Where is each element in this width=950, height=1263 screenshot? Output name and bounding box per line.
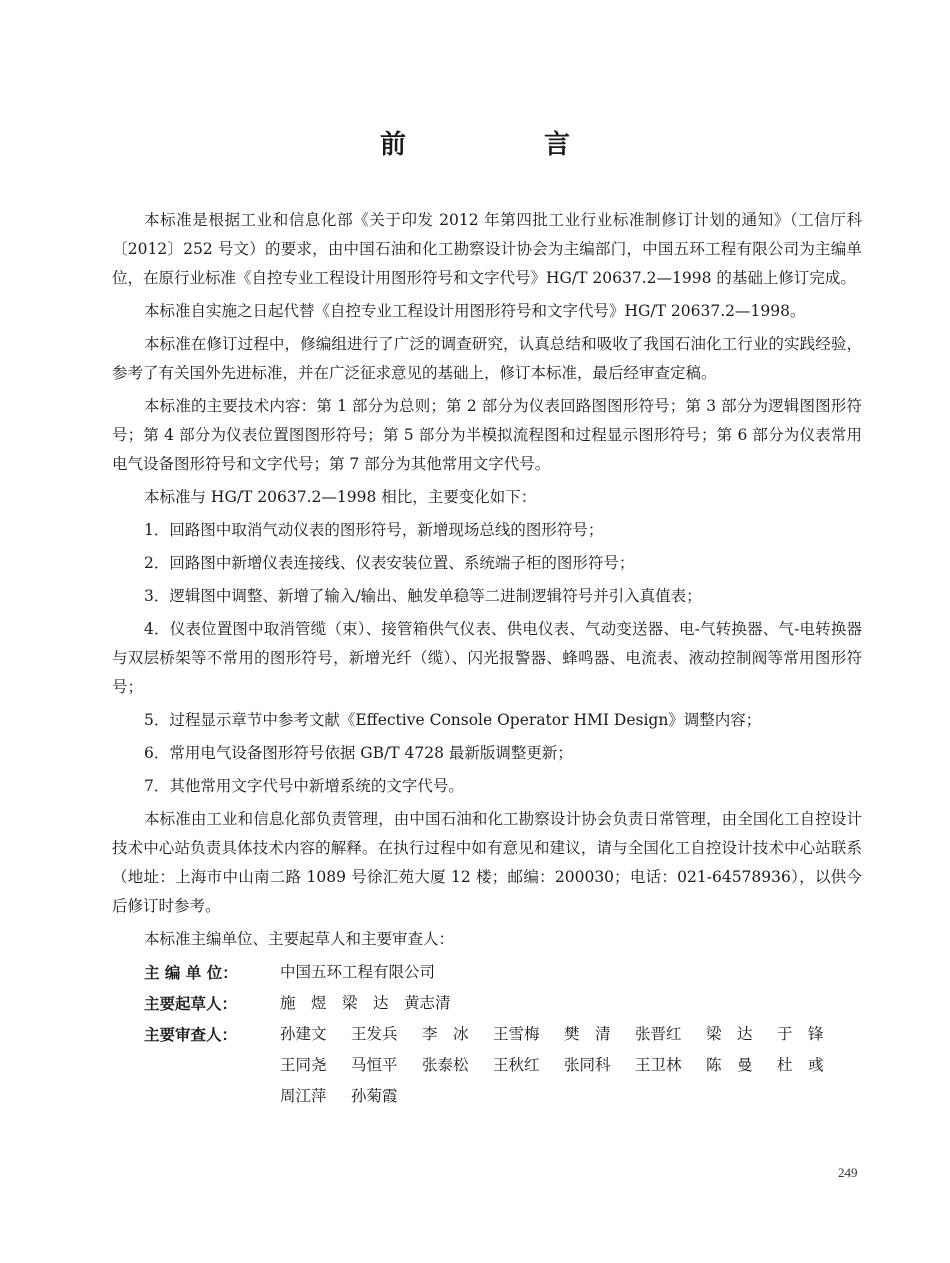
reviewer-name: 孙建文 <box>280 1025 327 1043</box>
reviewer-name: 王发兵 <box>351 1025 398 1043</box>
change-item: 5．过程显示章节中参考文献《Effective Console Operator HMI Design》调整内容； <box>144 711 762 729</box>
change-item: 7．其他常用文字代号中新增系统的文字代号。 <box>144 777 464 795</box>
page-number: 249 <box>838 1165 858 1180</box>
reviewer-name: 马恒平 <box>351 1056 398 1074</box>
paragraph-technical-content: 本标准的主要技术内容：第 1 部分为总则；第 2 部分为仪表回路图图形符号；第 3 部分为逻辑图图形符号；第 4 部分为仪表位置图图形符号；第 5 部分为半模拟流程图和过程显示图形符号；第 6 部分为仪表常用电气设备图形符号和文字代号；第 7 部分为其他常用文字代号。 <box>112 397 862 473</box>
drafters-row <box>112 989 862 1018</box>
change-item: 2．回路图中新增仪表连接线、仪表安装位置、系统端子柜的图形符号； <box>144 554 635 572</box>
change-item: 6．常用电气设备图形符号依据 GB/T 4728 最新版调整更新； <box>144 744 573 762</box>
document-body <box>112 206 862 1113</box>
reviewer-name: 王卫林 <box>635 1056 682 1074</box>
drafters-value: 施 煜 梁 达 黄志清 <box>280 994 451 1012</box>
paragraph-management: 本标准由工业和信息化部负责管理，由中国石油和化工勘察设计协会负责日常管理，由全国化工自控设计技术中心站负责具体技术内容的解释。在执行过程中如有意见和建议，请与全国化工自控设计技术中心站联系（地址：上海市中山南二路 1089 号徐汇苑大厦 12 楼；邮编：200030；电话：021-64578936），以供今后修订时参考。 <box>112 810 862 915</box>
reviewers-row <box>112 1020 862 1111</box>
reviewers-grid <box>280 1020 848 1111</box>
paragraph-contributors-intro: 本标准主编单位、主要起草人和主要审查人： <box>144 930 455 948</box>
change-item: 3．逻辑图中调整、新增了输入/输出、触发单稳等二进制逻辑符号并引入真值表； <box>144 587 702 605</box>
reviewer-name: 张晋红 <box>635 1025 682 1043</box>
reviewer-name: 樊 清 <box>564 1025 611 1043</box>
reviewer-name: 梁 达 <box>706 1025 753 1043</box>
reviewer-name: 张同科 <box>564 1056 611 1074</box>
paragraph-changes-intro: 本标准与 HG/T 20637.2—1998 相比，主要变化如下： <box>144 488 537 506</box>
change-item: 4．仪表位置图中取消管缆（束）、接管箱供气仪表、供电仪表、气动变送器、电-气转换器、气-电转换器与双层桥架等不常用的图形符号，新增光纤（缆）、闪光报警器、蜂鸣器、电流表、液动控制阀等常用图形符号； <box>112 620 862 696</box>
reviewers-label: 主要审查人： <box>144 1025 238 1044</box>
reviewer-name: 张泰松 <box>422 1056 469 1074</box>
reviewer-name: 王秋红 <box>493 1056 540 1074</box>
reviewer-name: 陈 曼 <box>706 1056 753 1074</box>
reviewer-name: 杜 彧 <box>777 1056 824 1074</box>
reviewer-name: 王雪梅 <box>493 1025 540 1043</box>
chief-unit-label: 主 编 单 位： <box>144 963 238 982</box>
page-title: 前 言 <box>379 130 626 160</box>
change-item: 1．回路图中取消气动仪表的图形符号，新增现场总线的图形符号； <box>144 521 604 539</box>
paragraph-revision-process: 本标准在修订过程中，修编组进行了广泛的调查研究，认真总结和吸收了我国石油化工行业的实践经验，参考了有关国外先进标准，并在广泛征求意见的基础上，修订本标准，最后经审查定稿。 <box>112 335 862 382</box>
drafters-label: 主要起草人： <box>144 994 238 1013</box>
reviewer-name: 王同尧 <box>280 1056 327 1074</box>
contributors-list <box>112 958 862 1111</box>
chief-unit-value: 中国五环工程有限公司 <box>280 963 436 981</box>
chief-unit-row <box>112 958 862 987</box>
reviewer-name: 于 锋 <box>777 1025 824 1043</box>
reviewer-name: 周江萍 <box>280 1087 327 1105</box>
paragraph-replacement: 本标准自实施之日起代替《自控专业工程设计用图形符号和文字代号》HG/T 20637.2—1998。 <box>144 302 806 320</box>
reviewer-name: 李 冰 <box>422 1025 469 1043</box>
paragraph-basis: 本标准是根据工业和信息化部《关于印发 2012 年第四批工业行业标准制修订计划的通知》（工信厅科〔2012〕252 号文）的要求，由中国石油和化工勘察设计协会为主编部门，中国五环工程有限公司为主编单位，在原行业标准《自控专业工程设计用图形符号和文字代号》HG/T 20637.2—1998 的基础上修订完成。 <box>112 211 862 287</box>
reviewer-name: 孙菊霞 <box>351 1087 398 1105</box>
